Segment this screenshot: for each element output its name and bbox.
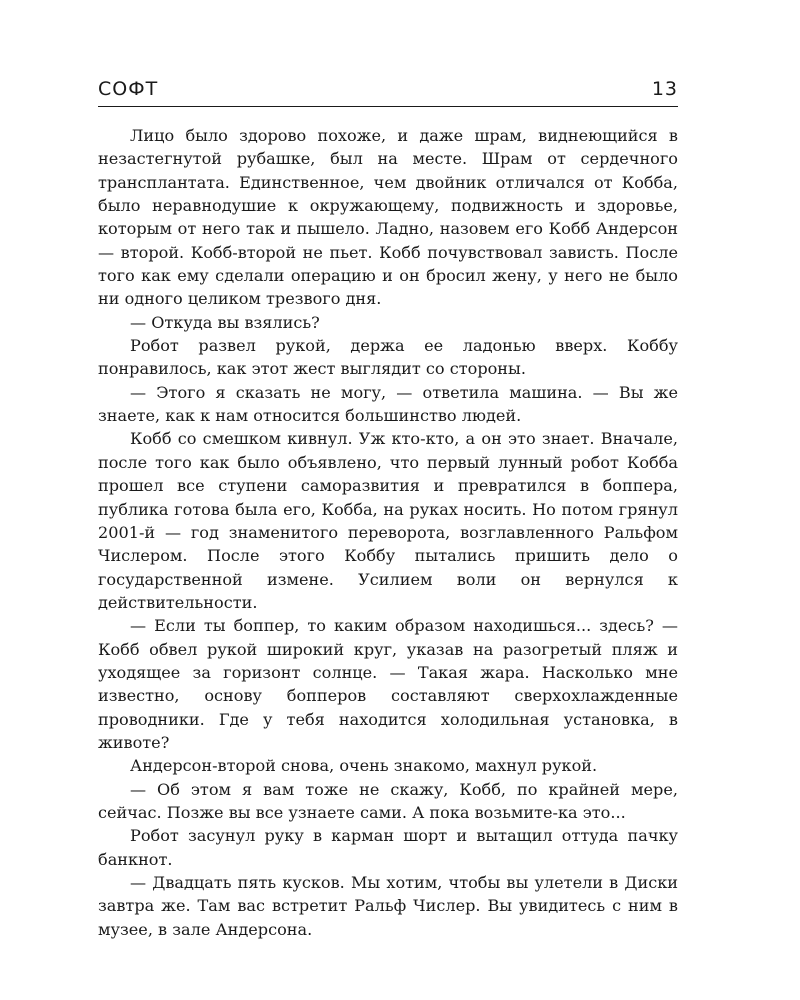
paragraph: — Двадцать пять кусков. Мы хотим, чтобы вы улетели в Диски завтра же. Там вас встретит Ральф Числер. Вы увидитесь с ним в музее, в зале Андерсона. (98, 873, 678, 939)
paragraph: — Об этом я вам тоже не скажу, Кобб, по крайней мере, сейчас. Позже вы все узнаете сами. А пока возьмите-ка это... (98, 779, 678, 822)
paragraph: Андерсон-второй снова, очень знакомо, махнул рукой. (130, 756, 598, 776)
body-text (98, 124, 678, 941)
running-header (98, 78, 678, 107)
paragraph: Лицо было здорово похоже, и даже шрам, виднеющийся в незастегнутой рубашке, был на месте. Шрам от сердечного трансплантата. Единственное, чем двойник отличался от Кобба, было неравнодушие к окружающему, подвижность и здоровье, которым от него так и пышело. Ладно, назовем его Кобб Андерсон — второй. Кобб-второй не пьет. Кобб почувствовал зависть. После того как ему сделали операцию и он бросил жену, у него не было ни одного целиком трезвого дня. (98, 126, 678, 309)
page-number: 13 (651, 78, 678, 100)
paragraph: — Этого я сказать не могу, — ответила машина. — Вы же знаете, как к нам относится большинство людей. (98, 382, 678, 426)
book-page (98, 78, 678, 941)
paragraph: — Откуда вы взялись? (130, 312, 320, 332)
paragraph: Робот засунул руку в карман шорт и вытащил оттуда пачку банкнот. (98, 826, 678, 869)
paragraph: Кобб со смешком кивнул. Уж кто-кто, а он это знает. Вначале, после того как было объявлено, что первый лунный робот Кобба прошел все ступени саморазвития и превратился в боппера, публика готова была его, Кобба, на руках носить. Но потом грянул 2001-й — год знаменитого переворота, возглавленного Ральфом Числером. После этого Коббу пытались пришить дело о государственной измене. Усилием воли он вернулся к действительности. (98, 429, 678, 612)
paragraph: Робот развел рукой, держа ее ладонью вверх. Коббу понравилось, как этот жест выглядит со стороны. (98, 336, 678, 379)
chapter-title: СОФТ (98, 78, 159, 100)
paragraph: — Если ты боппер, то каким образом находишься... здесь? — Кобб обвел рукой широкий круг, указав на разогретый пляж и уходящее за горизонт солнце. — Такая жара. Насколько мне известно, основу бопперов составляют сверхохлажденные проводники. Где у тебя находится холодильная установка, в животе? (98, 616, 678, 752)
